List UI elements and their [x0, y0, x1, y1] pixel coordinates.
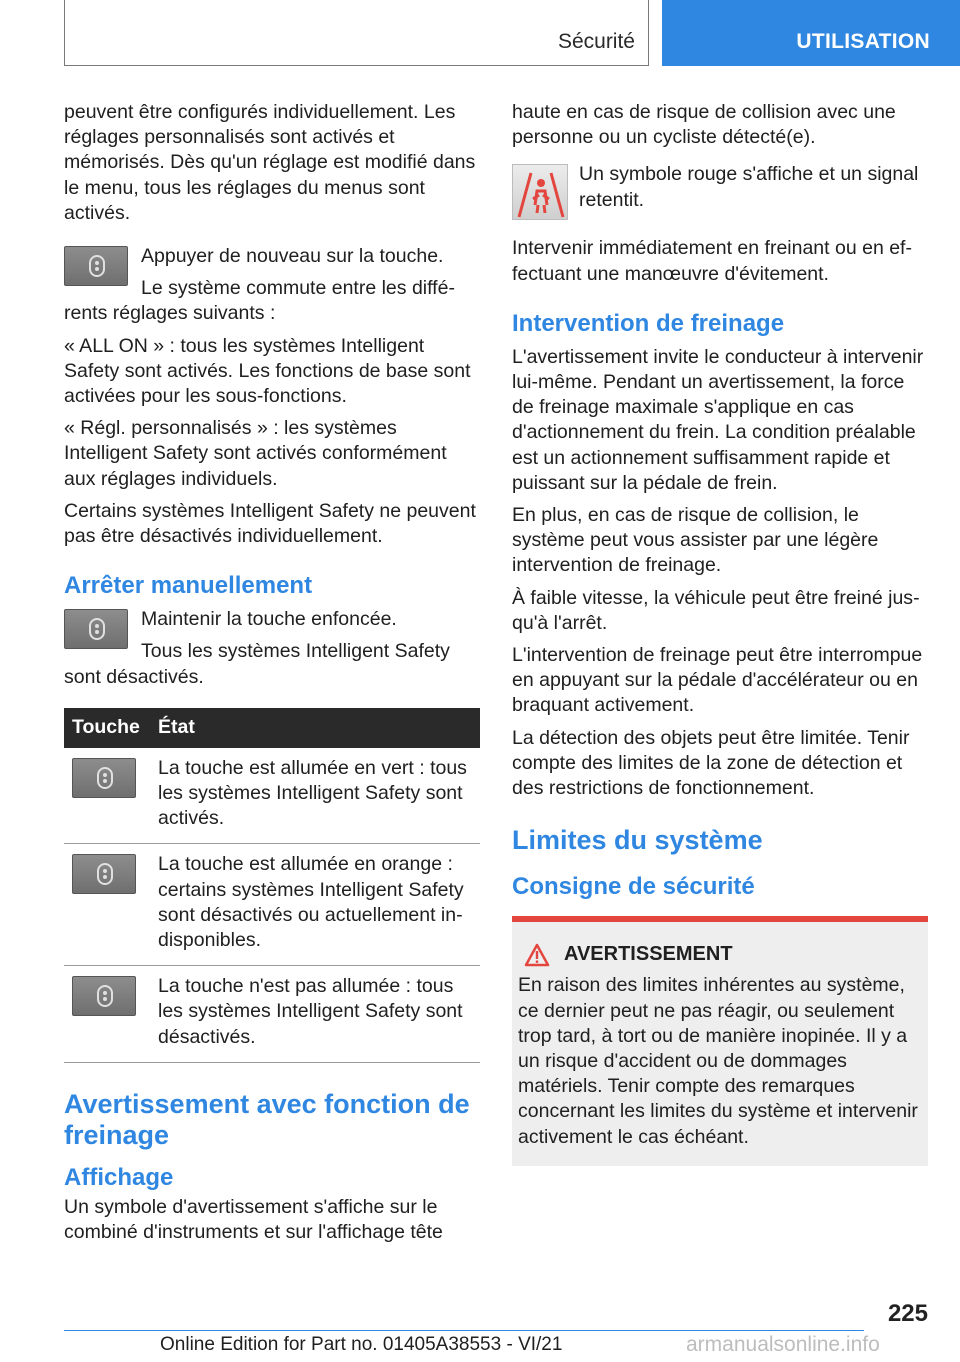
table-row [64, 844, 480, 966]
heading-braking-intervention: Intervention de freinage [512, 309, 785, 337]
heading-display: Affichage [64, 1163, 174, 1191]
table-row [64, 966, 480, 1063]
right-column [512, 100, 928, 1166]
key-green-icon [72, 758, 136, 798]
footer-divider [64, 1330, 864, 1331]
left-column [64, 100, 480, 1252]
warning-box [512, 916, 928, 1166]
press-again-text: Appuyer de nouveau sur la touche. [141, 245, 444, 268]
hold-key-text: Maintenir la touche enfoncée. [141, 608, 397, 631]
heading-warning-braking: Avertissement avec fonction de freinage [64, 1088, 470, 1150]
intervene-text: Intervenir immédiatement en freinant ou en effectuant une manœuvre d'évitement. [512, 237, 912, 285]
key-state-table [64, 708, 480, 1063]
chapter-tab-label: UTILISATION [796, 30, 930, 53]
footer-edition: Online Edition for Part no. 01405A38553 - VI/21 [160, 1334, 563, 1355]
key-orange-icon [72, 854, 136, 894]
hold-key-row [64, 607, 480, 632]
intervention-text-4: L'intervention de freinage peut être interrompue en appuyant sur la pédale d'accélérateur ou en braquant activement. [512, 644, 923, 717]
warning-title [524, 942, 922, 967]
key-off-icon [72, 976, 136, 1016]
heading-manual-stop: Arrêter manuellement [64, 572, 313, 600]
intervention-text-5: La détection des objets peut être limitée. Tenir compte des limites de la zone de détection et des restrictions de fonctionnement. [512, 726, 910, 800]
table-row [64, 748, 480, 844]
heading-safety-note: Consigne de sécurité [512, 873, 755, 901]
watermark: armanualsonline.info [686, 1333, 880, 1356]
intervention-text-2: En plus, en cas de risque de collision, le système peut vous assister par une légère intervention de freinage. [512, 504, 879, 577]
pedestrian-warning-icon [512, 164, 568, 220]
page-number: 225 [887, 1300, 928, 1327]
intelligent-safety-key-icon [64, 246, 128, 286]
system-toggle-text: Le système commute entre les différents réglages suivants : [64, 277, 455, 325]
state-cell: La touche est allumée en vert : tous les systèmes Intelligent Safety sont activés. [150, 748, 480, 844]
state-cell: La touche n'est pas allumée : tous les systèmes Intelligent Safety sont désactivés. [150, 966, 480, 1063]
paragraph-intro: peuvent être configurés individuellement. Les réglages personnalisés sont activés et mémorisés. Dès qu'un réglage est modifié dans le menu, tous les réglages du menus sont activés. [64, 101, 476, 224]
section-title: Sécurité [557, 30, 635, 53]
intervention-text-1: L'avertissement invite le conducteur à intervenir lui-même. Pendant un avertissement, la force de freinage maximale s'applique en cas d'actionnement du frein. La condition préalable est un actionnement suffisamment rapide et puissant sur la pédale de frein. [512, 345, 924, 494]
chapter-tab[interactable] [662, 0, 960, 66]
press-again-row [64, 244, 480, 269]
all-on-text: « ALL ON » : tous les systèmes Intelligent Safety sont activés. Les fonctions de base sont activées pour les sous-fonctions. [64, 334, 471, 408]
warning-text: En raison des limites inhérentes au système, ce dernier peut ne pas réagir, ou seulement trop tard, à tort ou de manière inopinée. Il y a un risque d'accident ou de dommages matériels. Tenir compte des remarques concernant les limites du système et intervenir activement le cas échéant. [518, 974, 918, 1148]
intelligent-safety-key-icon [64, 609, 128, 649]
table-header-state: État [150, 708, 480, 748]
red-symbol-row [512, 162, 928, 226]
intervention-text-3: À faible vitesse, la véhicule peut être freiné jusqu'à l'arrêt. [512, 586, 920, 634]
state-cell: La touche est allumée en orange : certains systèmes Intelligent Safety sont désactivés ou actuellement indisponibles. [150, 844, 480, 966]
display-text: Un symbole d'avertissement s'affiche sur le combiné d'instruments et sur l'affichage tête [64, 1195, 443, 1244]
warning-triangle-icon [524, 943, 550, 967]
all-disabled-text: Tous les systèmes Intelligent Safety sont désactivés. [64, 640, 450, 688]
custom-settings-text: « Régl. personnalisés » : les systèmes Intelligent Safety sont activés conformément aux réglages individuels. [64, 417, 447, 490]
heading-system-limits: Limites du système [512, 825, 763, 856]
warning-title-text: AVERTISSEMENT [564, 943, 733, 966]
red-symbol-text: Un symbole rouge s'affiche et un signal retentit. [579, 163, 919, 211]
table-header-key: Touche [64, 708, 150, 748]
certain-systems-text: Certains systèmes Intelligent Safety ne peuvent pas être désactivés individuellement. [64, 499, 476, 548]
paragraph-collision: haute en cas de risque de collision avec une personne ou un cycliste détecté(e). [512, 101, 896, 149]
